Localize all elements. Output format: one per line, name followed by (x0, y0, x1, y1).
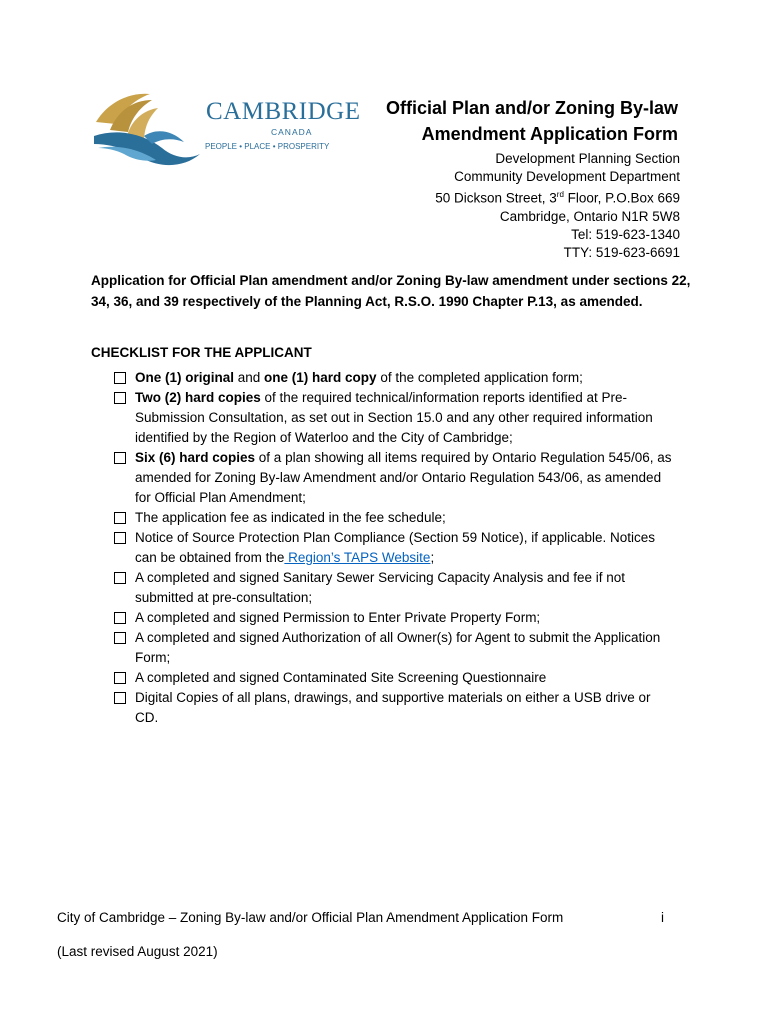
address-part: 50 Dickson Street, 3 (435, 190, 557, 206)
contact-section: Development Planning Section (495, 151, 680, 166)
checkbox[interactable] (114, 692, 126, 704)
taps-website-link[interactable]: Region’s TAPS Website (284, 550, 431, 565)
last-revised: (Last revised August 2021) (57, 944, 218, 959)
checklist (114, 368, 674, 728)
page-title (298, 95, 678, 147)
footer-title: City of Cambridge – Zoning By-law and/or Official Plan Amendment Application Form (57, 910, 564, 925)
contact-tty: TTY: 519-623-6691 (563, 244, 680, 260)
text: and (234, 370, 265, 385)
contact-city: Cambridge, Ontario N1R 5W8 (499, 208, 680, 224)
checklist-heading: CHECKLIST FOR THE APPLICANT (91, 345, 312, 360)
contact-tel: Tel: 519-623-1340 (571, 226, 680, 242)
checkbox[interactable] (114, 372, 126, 384)
checklist-item-text (135, 448, 674, 508)
text: of the required technical/information reports identified at Pre-Submission Consultation, as set out in Section 15.0 and any other required information identified by the Region of Waterloo and the City of Cambridge; (135, 390, 653, 445)
checklist-item (114, 608, 674, 628)
checklist-item (114, 448, 674, 508)
contact-department: Community Development Department (454, 169, 680, 184)
bold-text: One (1) original (135, 370, 235, 385)
checklist-item-text: A completed and signed Authorization of all Owner(s) for Agent to submit the Application Form; (135, 630, 661, 665)
checklist-item-text (135, 368, 674, 388)
logo-tagline: PEOPLE • PLACE • PROSPERITY (205, 142, 330, 151)
bold-text: one (1) hard copy (264, 370, 377, 385)
text: Notice of Source Protection Plan Compliance (Section 59 Notice), if applicable. Notices can be obtained from the (135, 530, 656, 565)
checklist-item (114, 668, 674, 688)
checklist-item (114, 388, 674, 448)
address-part-2: Floor, P.O.Box 669 (563, 190, 680, 206)
title-line-2: Amendment Application Form (421, 124, 678, 144)
checklist-item (114, 368, 674, 388)
checkbox[interactable] (114, 392, 126, 404)
logo-wordmark: CAMBRIDGE (206, 98, 361, 125)
address-sup: rd (556, 190, 564, 199)
text: ; (430, 550, 435, 565)
checklist-item-text: A completed and signed Contaminated Site Screening Questionnaire (135, 670, 547, 685)
bold-text: Six (6) hard copies (135, 450, 256, 465)
text: of a plan showing all items required by Ontario Regulation 545/06, as amended for Zoning By-law Amendment and/or Ontario Regulation 543/06, as amended for Official Plan Amendment; (135, 450, 672, 505)
checklist-item (114, 688, 674, 728)
intro-paragraph: Application for Official Plan amendment and/or Zoning By-law amendment under sections 22, 34, 36, and 39 respectively of the Planning Act, R.S.O. 1990 Chapter P.13, as amended. (91, 273, 691, 309)
checklist-item-text: Digital Copies of all plans, drawings, and supportive materials on either a USB drive or CD. (135, 690, 651, 725)
checklist-item-text: The application fee as indicated in the fee schedule; (135, 510, 446, 525)
checklist-item (114, 508, 674, 528)
cambridge-wave-icon (88, 88, 208, 168)
page-number: i (661, 910, 664, 925)
checklist-item (114, 628, 674, 668)
title-line-1: Official Plan and/or Zoning By-law (385, 98, 678, 118)
checklist-item-text: A completed and signed Permission to Enter Private Property Form; (135, 610, 541, 625)
checklist-item (114, 528, 674, 568)
text: of the completed application form; (376, 370, 583, 385)
contact-block (350, 150, 680, 262)
checkbox[interactable] (114, 572, 126, 584)
checkbox[interactable] (114, 632, 126, 644)
checklist-item-text (135, 528, 674, 568)
checklist-item (114, 568, 674, 608)
checklist-item-text: A completed and signed Sanitary Sewer Servicing Capacity Analysis and fee if not submitted at pre-consultation; (135, 570, 626, 605)
logo-country: CANADA (271, 127, 313, 137)
contact-address (350, 186, 680, 208)
checkbox[interactable] (114, 532, 126, 544)
checkbox[interactable] (114, 672, 126, 684)
checkbox[interactable] (114, 452, 126, 464)
checklist-item-text (135, 388, 674, 448)
cambridge-logo (88, 88, 361, 168)
checkbox[interactable] (114, 512, 126, 524)
checkbox[interactable] (114, 612, 126, 624)
bold-text: Two (2) hard copies (135, 390, 261, 405)
